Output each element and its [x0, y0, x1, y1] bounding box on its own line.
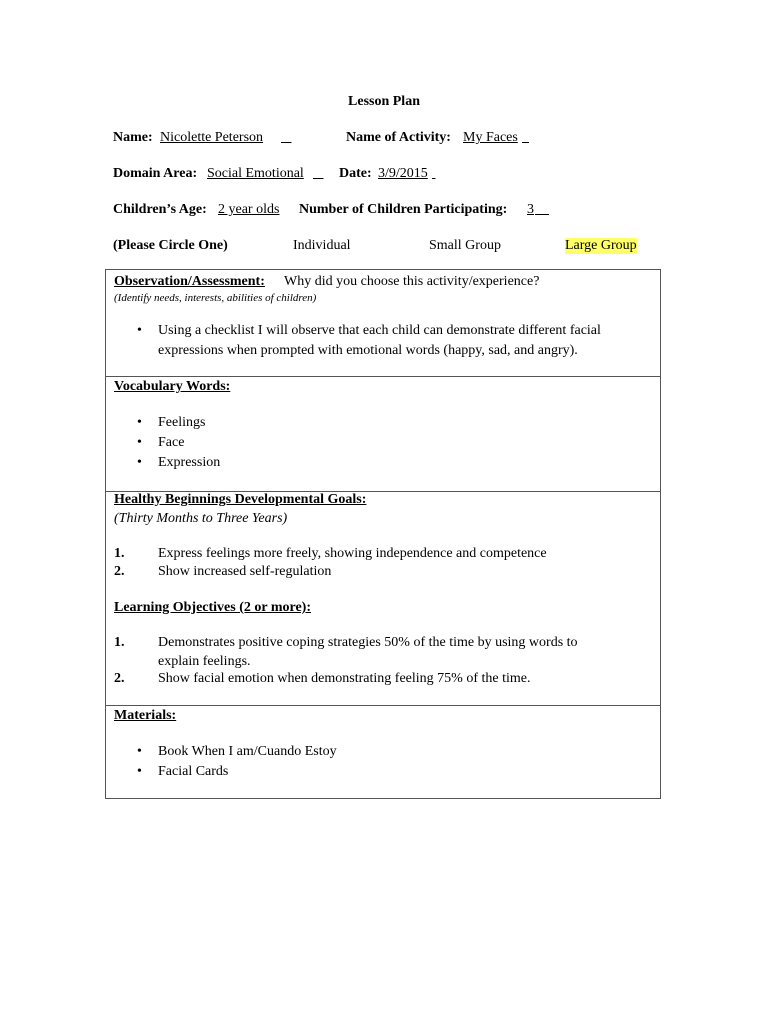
activity-label: Name of Activity:	[346, 130, 451, 145]
objective-text-continued: explain feelings.	[158, 654, 251, 669]
count-underline	[535, 202, 549, 218]
materials-section	[106, 706, 660, 798]
objective-text: Show facial emotion when demonstrating feeling 75% of the time.	[158, 671, 531, 686]
domain-label: Domain Area:	[113, 166, 198, 181]
objective-text: Demonstrates positive coping strategies 50% of the time by using words to	[158, 635, 578, 650]
objectives-heading: Learning Objectives (2 or more):	[114, 600, 311, 615]
vocabulary-item: Expression	[158, 455, 221, 470]
observation-heading: Observation/Assessment:	[114, 274, 265, 289]
activity-value: My Faces	[463, 130, 518, 145]
circle-label: (Please Circle One)	[113, 238, 228, 253]
materials-item: Facial Cards	[158, 764, 229, 779]
bullet-icon: •	[137, 415, 142, 430]
count-label: Number of Children Participating:	[299, 202, 508, 217]
objective-number: 2.	[114, 671, 125, 686]
materials-item: Book When I am/Cuando Estoy	[158, 744, 337, 759]
name-label: Name:	[113, 130, 153, 145]
domain-value: Social Emotional	[207, 166, 304, 181]
goals-section	[106, 492, 660, 706]
vocabulary-item: Feelings	[158, 415, 206, 430]
observation-bullet-line2: expressions when prompted with emotional words (happy, sad, and angry).	[158, 343, 578, 358]
bullet-icon: •	[137, 764, 142, 779]
bullet-icon: •	[137, 323, 142, 338]
goals-heading: Healthy Beginnings Developmental Goals:	[114, 492, 367, 507]
name-underline	[281, 130, 293, 146]
group-option-small: Small Group	[429, 238, 501, 253]
date-value: 3/9/2015	[378, 166, 428, 181]
age-value: 2 year olds	[218, 202, 280, 217]
bullet-icon: •	[137, 744, 142, 759]
goal-number: 2.	[114, 564, 125, 579]
count-value: 3	[527, 202, 534, 217]
domain-underline	[313, 166, 324, 182]
materials-heading: Materials:	[114, 708, 177, 723]
observation-section	[106, 270, 660, 377]
group-option-large-highlighted: Large Group	[565, 238, 637, 253]
activity-underline	[522, 130, 529, 146]
vocabulary-section	[106, 377, 660, 492]
name-value: Nicolette Peterson	[160, 130, 264, 145]
lesson-table	[105, 269, 661, 799]
goal-text: Show increased self-regulation	[158, 564, 332, 579]
goal-text: Express feelings more freely, showing independence and competence	[158, 546, 547, 561]
observation-note: (Identify needs, interests, abilities of children)	[114, 292, 317, 304]
group-option-individual: Individual	[293, 238, 351, 253]
date-label: Date:	[339, 166, 372, 181]
vocabulary-heading: Vocabulary Words:	[114, 379, 231, 394]
objective-number: 1.	[114, 635, 125, 650]
goals-subheading: (Thirty Months to Three Years)	[114, 511, 288, 526]
observation-bullet-line1: Using a checklist I will observe that each child can demonstrate different facial	[158, 323, 601, 338]
page-title: Lesson Plan	[348, 94, 420, 109]
bullet-icon: •	[137, 435, 142, 450]
vocabulary-item: Face	[158, 435, 185, 450]
goal-number: 1.	[114, 546, 125, 561]
date-underline	[432, 166, 436, 182]
bullet-icon: •	[137, 455, 142, 470]
observation-question: Why did you choose this activity/experience?	[284, 274, 540, 289]
age-label: Children’s Age:	[113, 202, 207, 217]
